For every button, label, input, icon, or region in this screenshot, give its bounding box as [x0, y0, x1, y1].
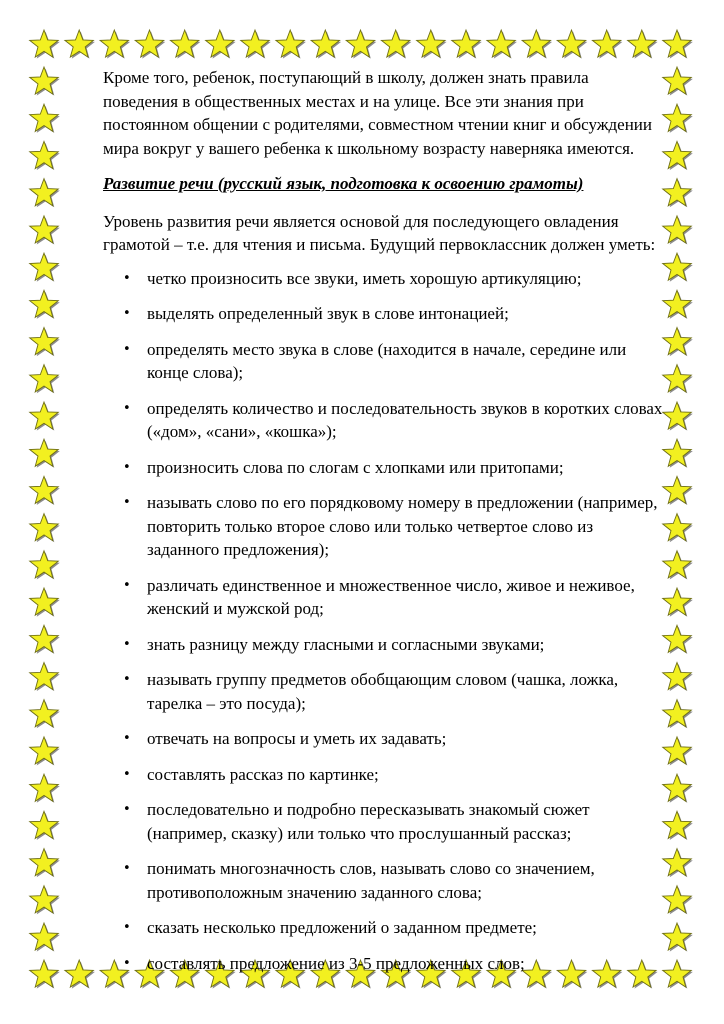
- list-item: • знать разницу между гласными и согласными звуками;: [103, 633, 665, 657]
- list-item: • последовательно и подробно пересказывать знакомый сюжет (например, сказку) или только что прослушанный рассказ;: [103, 798, 665, 845]
- list-item: • произносить слова по слогам с хлопками или притопами;: [103, 456, 665, 480]
- list-item: • выделять определенный звук в слове интонацией;: [103, 302, 665, 326]
- list-item: • определять место звука в слове (находится в начале, середине или конце слова);: [103, 338, 665, 385]
- section-heading: Развитие речи (русский язык, подготовка к освоению грамоты): [103, 174, 584, 193]
- section-intro-paragraph: Уровень развития речи является основой для последующего овладения грамотой – т.е. для чтения и письма. Будущий первоклассник должен уметь:: [103, 211, 656, 254]
- list-item: • называть группу предметов обобщающим словом (чашка, ложка, тарелка – это посуда);: [103, 668, 665, 715]
- list-item: • различать единственное и множественное число, живое и неживое, женский и мужской род;: [103, 574, 665, 621]
- list-item: • называть слово по его порядковому номеру в предложении (например, повторить только второе слово или только четвертое слово из заданного предложения);: [103, 491, 665, 562]
- skills-list: [103, 267, 665, 976]
- intro-paragraph: Кроме того, ребенок, поступающий в школу, должен знать правила поведения в общественных местах и на улице. Все эти знания при постоянном общении с родителями, совместном чтении книг и обсуждении мира вокруг у вашего ребенка к школьному возрасту наверняка имеются.: [103, 68, 652, 158]
- page-content: [103, 66, 665, 987]
- list-item: • понимать многозначность слов, называть слово со значением, противоположным значению заданного слова;: [103, 857, 665, 904]
- list-item: • составлять рассказ по картинке;: [103, 763, 665, 787]
- list-item: • составлять предложение из 3-5 предложенных слов;: [103, 952, 665, 976]
- list-item: • четко произносить все звуки, иметь хорошую артикуляцию;: [103, 267, 665, 291]
- list-item: • отвечать на вопросы и уметь их задавать;: [103, 727, 665, 751]
- list-item: • сказать несколько предложений о заданном предмете;: [103, 916, 665, 940]
- list-item: • определять количество и последовательность звуков в коротких словах («дом», «сани», «кошка»);: [103, 397, 665, 444]
